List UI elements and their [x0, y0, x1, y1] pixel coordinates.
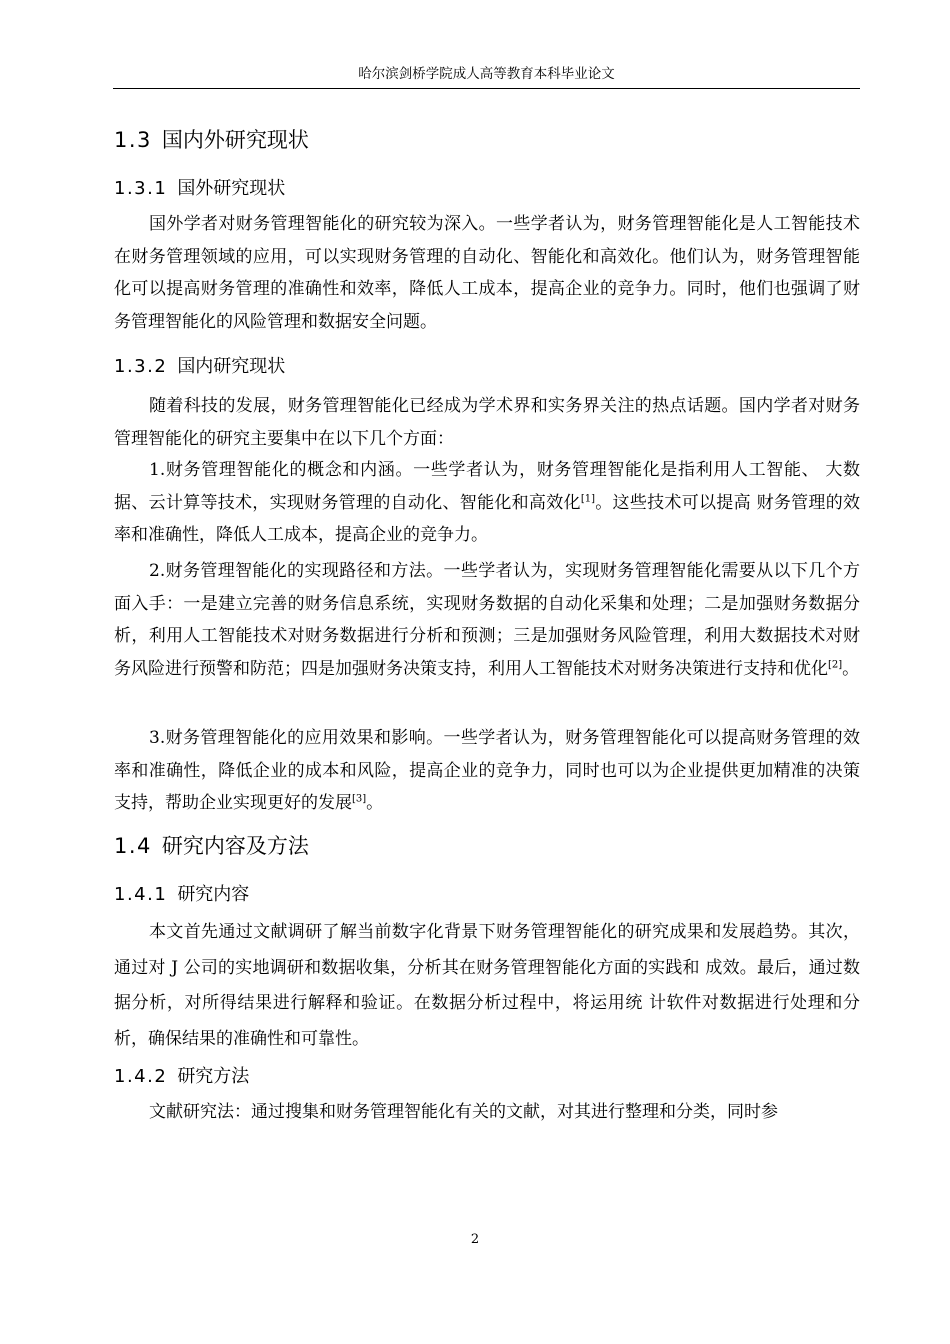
paragraph-text: 2.财务管理智能化的实现路径和方法。一些学者认为，实现财务管理智能化需要从以下几个方面入手：一是建立完善的财务信息系统，实现财务数据的自动化采集和处理；二是加强财务数据分析，利用人工智能技术对财务数据进行分析和预测；三是加强财务风险管理，利用大数据技术对财务风险进行预警和防范；四是加强财务决策支持，利用人工智能技术对财务决策进行支持和优化 [114, 561, 860, 679]
heading-number: 1.4.1 [114, 884, 168, 905]
paragraph-tail: 。 [842, 658, 860, 679]
heading-number: 1.3.1 [114, 178, 168, 199]
heading-title: 国外研究现状 [177, 178, 286, 199]
citation-2: [2] [828, 658, 843, 670]
citation-1: [1] [580, 492, 595, 504]
heading-1-3-2 [114, 352, 285, 378]
heading-1-3 [114, 124, 309, 154]
paragraph-text: 1.财务管理智能化的概念和内涵。一些学者认为，财务管理智能化是指利用人工智能、 大数据、云计算等技术，实现财务管理的自动化、智能化和高效化 [114, 460, 860, 513]
heading-1-4-2 [114, 1062, 249, 1088]
heading-number: 1.3 [114, 128, 152, 152]
paragraph-foreign-research: 国外学者对财务管理智能化的研究较为深入。一些学者认为，财务管理智能化是人工智能技术在财务管理领域的应用，可以实现财务管理的自动化、智能化和高效化。他们认为，财务管理智能化可以提高财务管理的准确性和效率，降低人工成本，提高企业的竞争力。同时，他们也强调了财务管理智能化的风险管理和数据安全问题。 [114, 214, 860, 332]
page-number: 2 [470, 1232, 480, 1247]
paragraph-research-content: 本文首先通过文献调研了解当前数字化背景下财务管理智能化的研究成果和发展趋势。其次，通过对 J 公司的实地调研和数据收集，分析其在财务管理智能化方面的实践和 成效。最后，通过数据分析，对所得结果进行解释和验证。在数据分析过程中，将运用统 计软件对数据进行处理和分析，确保结果的准确性和可靠性。 [114, 922, 860, 1049]
heading-number: 1.4.2 [114, 1066, 168, 1087]
paragraph-domestic-item-3 [114, 722, 860, 820]
heading-title: 研究内容 [177, 884, 250, 905]
page-header: 哈尔滨剑桥学院成人高等教育本科毕业论文 [358, 66, 615, 82]
heading-title: 研究方法 [177, 1066, 250, 1087]
heading-number: 1.3.2 [114, 356, 168, 377]
paragraph-domestic-item-1 [114, 454, 860, 552]
heading-title: 国内外研究现状 [161, 128, 309, 152]
paragraph-research-method: 文献研究法：通过搜集和财务管理智能化有关的文献，对其进行整理和分类，同时参 [149, 1102, 778, 1122]
paragraph-domestic-intro: 随着科技的发展，财务管理智能化已经成为学术界和实务界关注的热点话题。国内学者对财务管理智能化的研究主要集中在以下几个方面： [114, 396, 860, 449]
heading-1-4-1 [114, 880, 249, 906]
header-rule [113, 88, 860, 89]
paragraph-tail: 。 [366, 793, 384, 813]
paragraph-domestic-item-2 [114, 555, 860, 685]
heading-title: 国内研究现状 [177, 356, 286, 377]
heading-number: 1.4 [114, 834, 152, 858]
paragraph-text: 3.财务管理智能化的应用效果和影响。一些学者认为，财务管理智能化可以提高财务管理的效率和准确性，降低企业的成本和风险，提高企业的竞争力，同时也可以为企业提供更加精准的决策支持，帮助企业实现更好的发展 [114, 728, 860, 813]
citation-3: [3] [352, 793, 367, 805]
paragraph-tail: 。这些技术可以提高 财务管理的效率和准确性，降低人工成本，提高企业的竞争力。 [114, 492, 861, 545]
heading-1-4 [114, 830, 309, 860]
heading-1-3-1 [114, 174, 285, 200]
heading-title: 研究内容及方法 [161, 834, 309, 858]
